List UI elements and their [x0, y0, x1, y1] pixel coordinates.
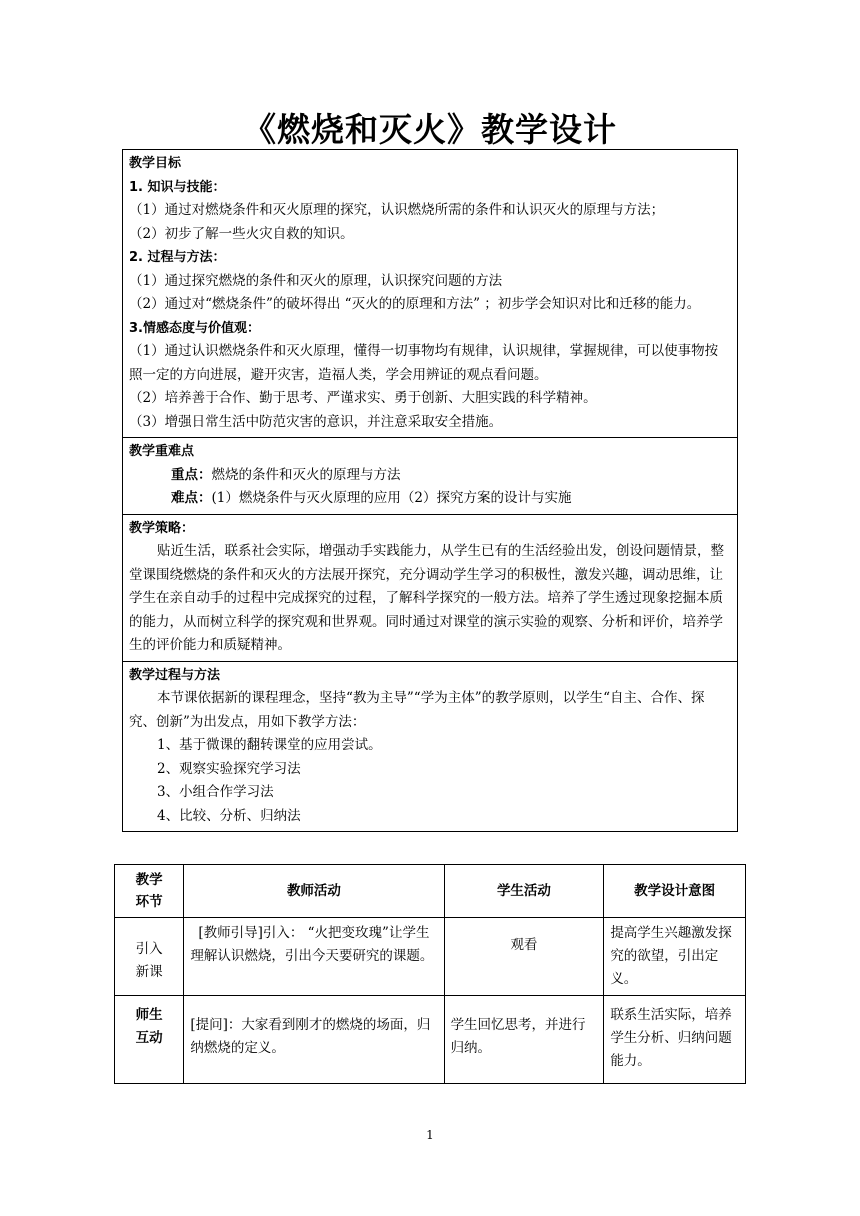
knowledge-item-2: （2）初步了解一些火灾自救的知识。 — [129, 225, 354, 242]
row-stage-line-1: 引入 — [135, 941, 163, 957]
row-stage-line-1: 师生 — [135, 1007, 163, 1023]
page-number: 1 — [426, 1128, 434, 1142]
row-stage — [115, 996, 184, 1084]
row-stage-line-2: 互动 — [135, 1030, 163, 1046]
attitude-heading: 3.情感态度与价值观： — [129, 320, 260, 336]
process-intro: 本节课依据新的课程理念，坚持“教为主导”“学为主体”的教学原则，以学生“自主、合作、探究、创新”为出发点，用如下教学方法： — [129, 690, 705, 730]
row-teacher-activity: [提问]：大家看到刚才的燃烧的场面，归纳燃烧的定义。 — [184, 996, 444, 1084]
attitude-item-1: （1）通过认识燃烧条件和灭火原理，懂得一切事物均有规律，认识规律，掌握规律，可以使事物按照一定的方向进展，避开灾害，造福人类，学会用辨证的观点看问题。 — [129, 343, 719, 383]
focus-label: 重点： — [171, 466, 212, 483]
attitude-item-2: （2）培养善于合作、勤于思考、严谨求实、勇于创新、大胆实践的科学精神。 — [129, 390, 597, 406]
process-heading: 教学过程与方法 — [129, 667, 221, 683]
strategy-heading: 教学策略： — [129, 520, 195, 536]
difficulty-line — [129, 487, 731, 511]
keypoints-heading: 教学重难点 — [129, 444, 195, 459]
method-item: 2、观察实验探究学习法 — [157, 760, 301, 777]
strategy-text: 贴近生活，联系社会实际，增强动手实践能力，从学生已有的生活经验出发，创设问题情景，整堂课围绕燃烧的条件和灭火的方法展开探究，充分调动学生学习的积极性，激发兴趣，调动思维，让学生在亲自动手的过程中完成探究的过程，了解科学探究的一般方法。培养了学生透过现象挖掘本质的能力，从而树立科学的探究观和世界观。同时通过对课堂的演示实验的观察、分析和评价，培养学生的评价能力和质疑精神。 — [129, 543, 724, 653]
table-row — [115, 996, 746, 1084]
process-section — [123, 661, 738, 832]
header-stage-line-2: 环节 — [135, 894, 163, 910]
row-student-activity: 观看 — [444, 918, 604, 996]
row-design-intent: 联系生活实际，培养学生分析、归纳问题能力。 — [604, 996, 746, 1084]
goals-heading: 教学目标 — [129, 156, 182, 171]
table-header-row — [115, 865, 746, 918]
header-stage — [115, 865, 184, 918]
teaching-process-table — [114, 864, 746, 1084]
method-item: 3、小组合作学习法 — [157, 784, 274, 800]
header-stage-line-1: 教学 — [135, 872, 163, 888]
method-item: 4、比较、分析、归纳法 — [157, 807, 301, 824]
difficulty-text: (1）燃烧条件与灭火原理的应用（2）探究方案的设计与实施 — [211, 490, 572, 506]
focus-text: 燃烧的条件和灭火的原理与方法 — [211, 466, 401, 483]
row-stage — [115, 918, 184, 996]
process-item-2: （2）通过对“燃烧条件”的破坏得出 “灭火的的原理和方法” ；初步学会知识对比和迁移的能力。 — [129, 296, 701, 312]
row-student-activity: 学生回忆思考，并进行归纳。 — [444, 996, 604, 1084]
header-teacher: 教师活动 — [184, 865, 444, 918]
lesson-overview-table — [122, 149, 738, 832]
knowledge-item-1: （1）通过对燃烧条件和灭火原理的探究，认识燃烧所需的条件和认识灭火的原理与方法； — [129, 202, 665, 218]
difficulty-label: 难点： — [171, 490, 212, 506]
row-design-intent: 提高学生兴趣激发探究的欲望，引出定义。 — [604, 918, 746, 996]
page-title: 《燃烧和灭火》教学设计 — [243, 110, 617, 149]
row-teacher-activity: [教师引导]引入： “火把变玫瑰”让学生理解认识燃烧，引出今天要研究的课题。 — [184, 918, 444, 996]
goals-section — [123, 150, 738, 438]
row-stage-line-2: 新课 — [135, 964, 163, 980]
keypoints-section — [123, 438, 738, 515]
table-row — [115, 918, 746, 996]
focus-line — [129, 464, 731, 488]
knowledge-heading: 1. 知识与技能： — [129, 179, 226, 195]
header-student: 学生活动 — [444, 865, 604, 918]
strategy-section — [123, 514, 738, 661]
process-item-1: （1）通过探究燃烧的条件和灭火的原理，认识探究问题的方法 — [129, 272, 503, 289]
header-intent: 教学设计意图 — [604, 865, 746, 918]
process-method-heading: 2. 过程与方法： — [129, 250, 226, 265]
attitude-item-3: （3）增强日常生活中防范灾害的意识，并注意采取安全措施。 — [129, 413, 503, 430]
method-item: 1、基于微课的翻转课堂的应用尝试。 — [157, 737, 382, 753]
